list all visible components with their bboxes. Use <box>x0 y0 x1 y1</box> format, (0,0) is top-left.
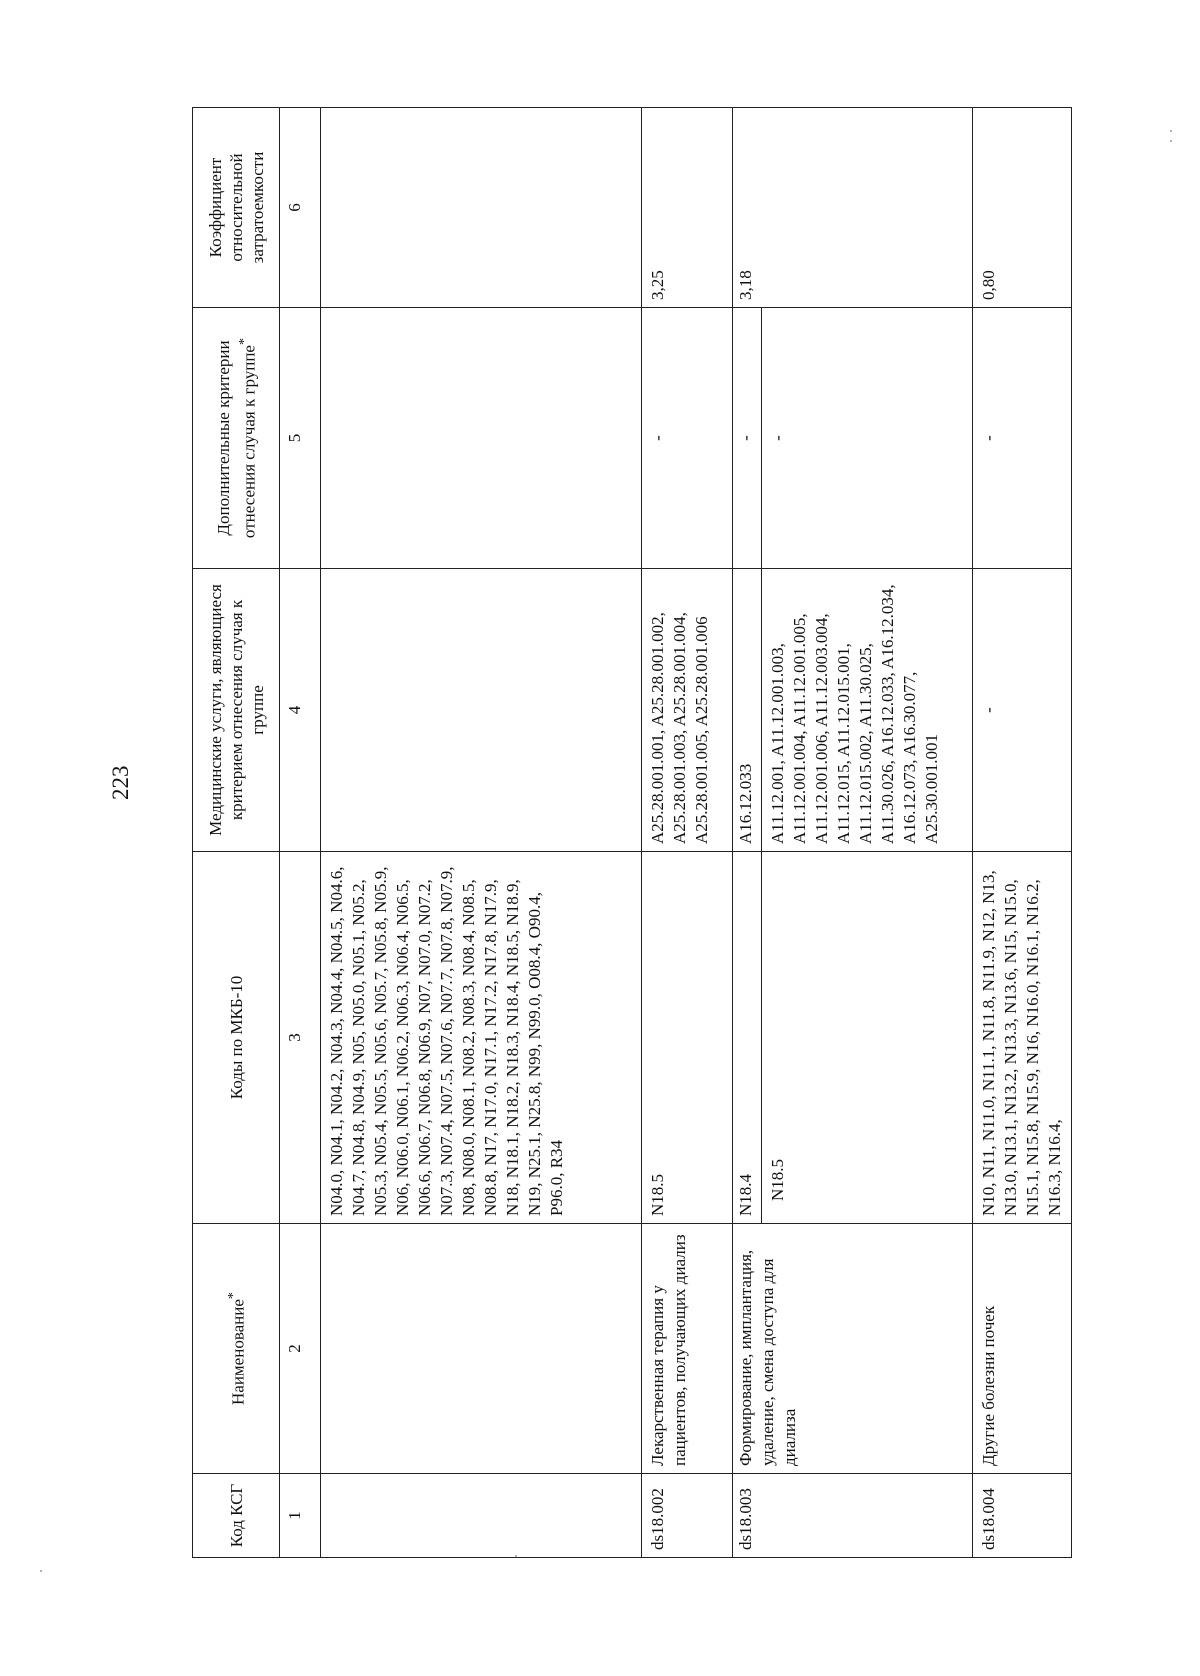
cell-services: - <box>973 569 1072 852</box>
cell-services: A16.12.033 <box>733 569 762 852</box>
cell-coef <box>321 108 642 308</box>
header-name: Наименование* <box>193 1224 280 1474</box>
header-ksg-code: Код КСГ <box>193 1474 280 1558</box>
cell-name <box>321 1224 642 1474</box>
scan-speck <box>40 1570 42 1572</box>
header-coefficient: Коэффициент относительной затратоемкости <box>193 108 280 308</box>
table-row-ds18-002 <box>642 108 733 1558</box>
scan-speck <box>1170 130 1172 132</box>
column-number: 1 <box>280 1474 321 1558</box>
cell-mkb: N10, N11, N11.0, N11.1, N11.8, N11.9, N12, N13, N13.0, N13.1, N13.2, N13.3, N13.6, N15, N15.0, N15.1, N15.8, N15.9, N16, N16.0, N16.1, N16.2, N16.3, N16.4, <box>973 852 1072 1224</box>
table-row-ds18-003 <box>733 108 762 1558</box>
cell-extra <box>321 308 642 569</box>
column-number-row <box>280 108 321 1558</box>
column-number: 2 <box>280 1224 321 1474</box>
cell-code: ds18.004 <box>973 1474 1072 1558</box>
column-number: 3 <box>280 852 321 1224</box>
cell-services: A11.12.001, A11.12.001.003, A11.12.001.004, A11.12.001.005, A11.12.001.006, A11.12.003.004, A11.12.015, A11.12.015.001, A11.12.015.002, A11.30.025, A11.30.026, A16.12.033, A16.12.034, A16.12.073, A16.30.077, A25.30.001.001 <box>762 569 973 852</box>
table-row-continuation <box>321 108 642 1558</box>
cell-mkb: N18.5 <box>762 852 973 1224</box>
cell-extra: - <box>973 308 1072 569</box>
cell-name: Лекарственная терапия у пациентов, получающих диализ <box>642 1224 733 1474</box>
cell-code: ds18.002 <box>642 1474 733 1558</box>
cell-extra: - <box>733 308 762 569</box>
cell-services: A25.28.001.001, A25.28.001.002, A25.28.001.003, A25.28.001.004, A25.28.001.005, A25.28.001.006 <box>642 569 733 852</box>
rotated-table-wrapper <box>192 108 1082 1558</box>
header-extra-criteria: Дополнительные критерии отнесения случая к группе* <box>193 308 280 569</box>
cell-coef: 0,80 <box>973 108 1072 308</box>
page-number: 223 <box>108 765 133 800</box>
cell-code: ds18.003 <box>733 1474 973 1558</box>
table-row-ds18-004 <box>973 108 1072 1558</box>
table-header-row <box>193 108 280 1558</box>
cell-coef: 3,18 <box>733 108 973 308</box>
cell-mkb: N04.0, N04.1, N04.2, N04.3, N04.4, N04.5, N04.6, N04.7, N04.8, N04.9, N05, N05.0, N05.1, N05.2, N05.3, N05.4, N05.5, N05.6, N05.7, N05.8, N05.9, N06, N06.0, N06.1, N06.2, N06.3, N06.4, N06.5, N06.6, N06.7, N06.8, N06.9, N07, N07.0, N07.2, N07.3, N07.4, N07.5, N07.6, N07.7, N07.8, N07.9, N08, N08.0, N08.1, N08.2, N08.3, N08.4, N08.5, N08.8, N17, N17.0, N17.1, N17.2, N17.8, N17.9, N18, N18.1, N18.2, N18.3, N18.4, N18.5, N18.9, N19, N25.1, N25.8, N99, N99.0, O08.4, O90.4, P96.0, R34 <box>321 852 642 1224</box>
cell-mkb: N18.4 <box>733 852 762 1224</box>
cell-code <box>321 1474 642 1558</box>
scan-speck <box>1170 140 1172 142</box>
cell-name: Формирование, имплантация, удаление, смена доступа для диализа <box>733 1224 973 1474</box>
ksg-table <box>192 107 1072 1558</box>
column-number: 5 <box>280 308 321 569</box>
column-number: 6 <box>280 108 321 308</box>
cell-services <box>321 569 642 852</box>
cell-coef: 3,25 <box>642 108 733 308</box>
column-number: 4 <box>280 569 321 852</box>
cell-extra: - <box>642 308 733 569</box>
cell-name: Другие болезни почек <box>973 1224 1072 1474</box>
header-mkb-codes: Коды по МКБ-10 <box>193 852 280 1224</box>
cell-extra: - <box>762 308 973 569</box>
cell-mkb: N18.5 <box>642 852 733 1224</box>
header-medical-services: Медицинские услуги, являющиеся критерием отнесения случая к группе <box>193 569 280 852</box>
scan-speck <box>515 1555 517 1557</box>
